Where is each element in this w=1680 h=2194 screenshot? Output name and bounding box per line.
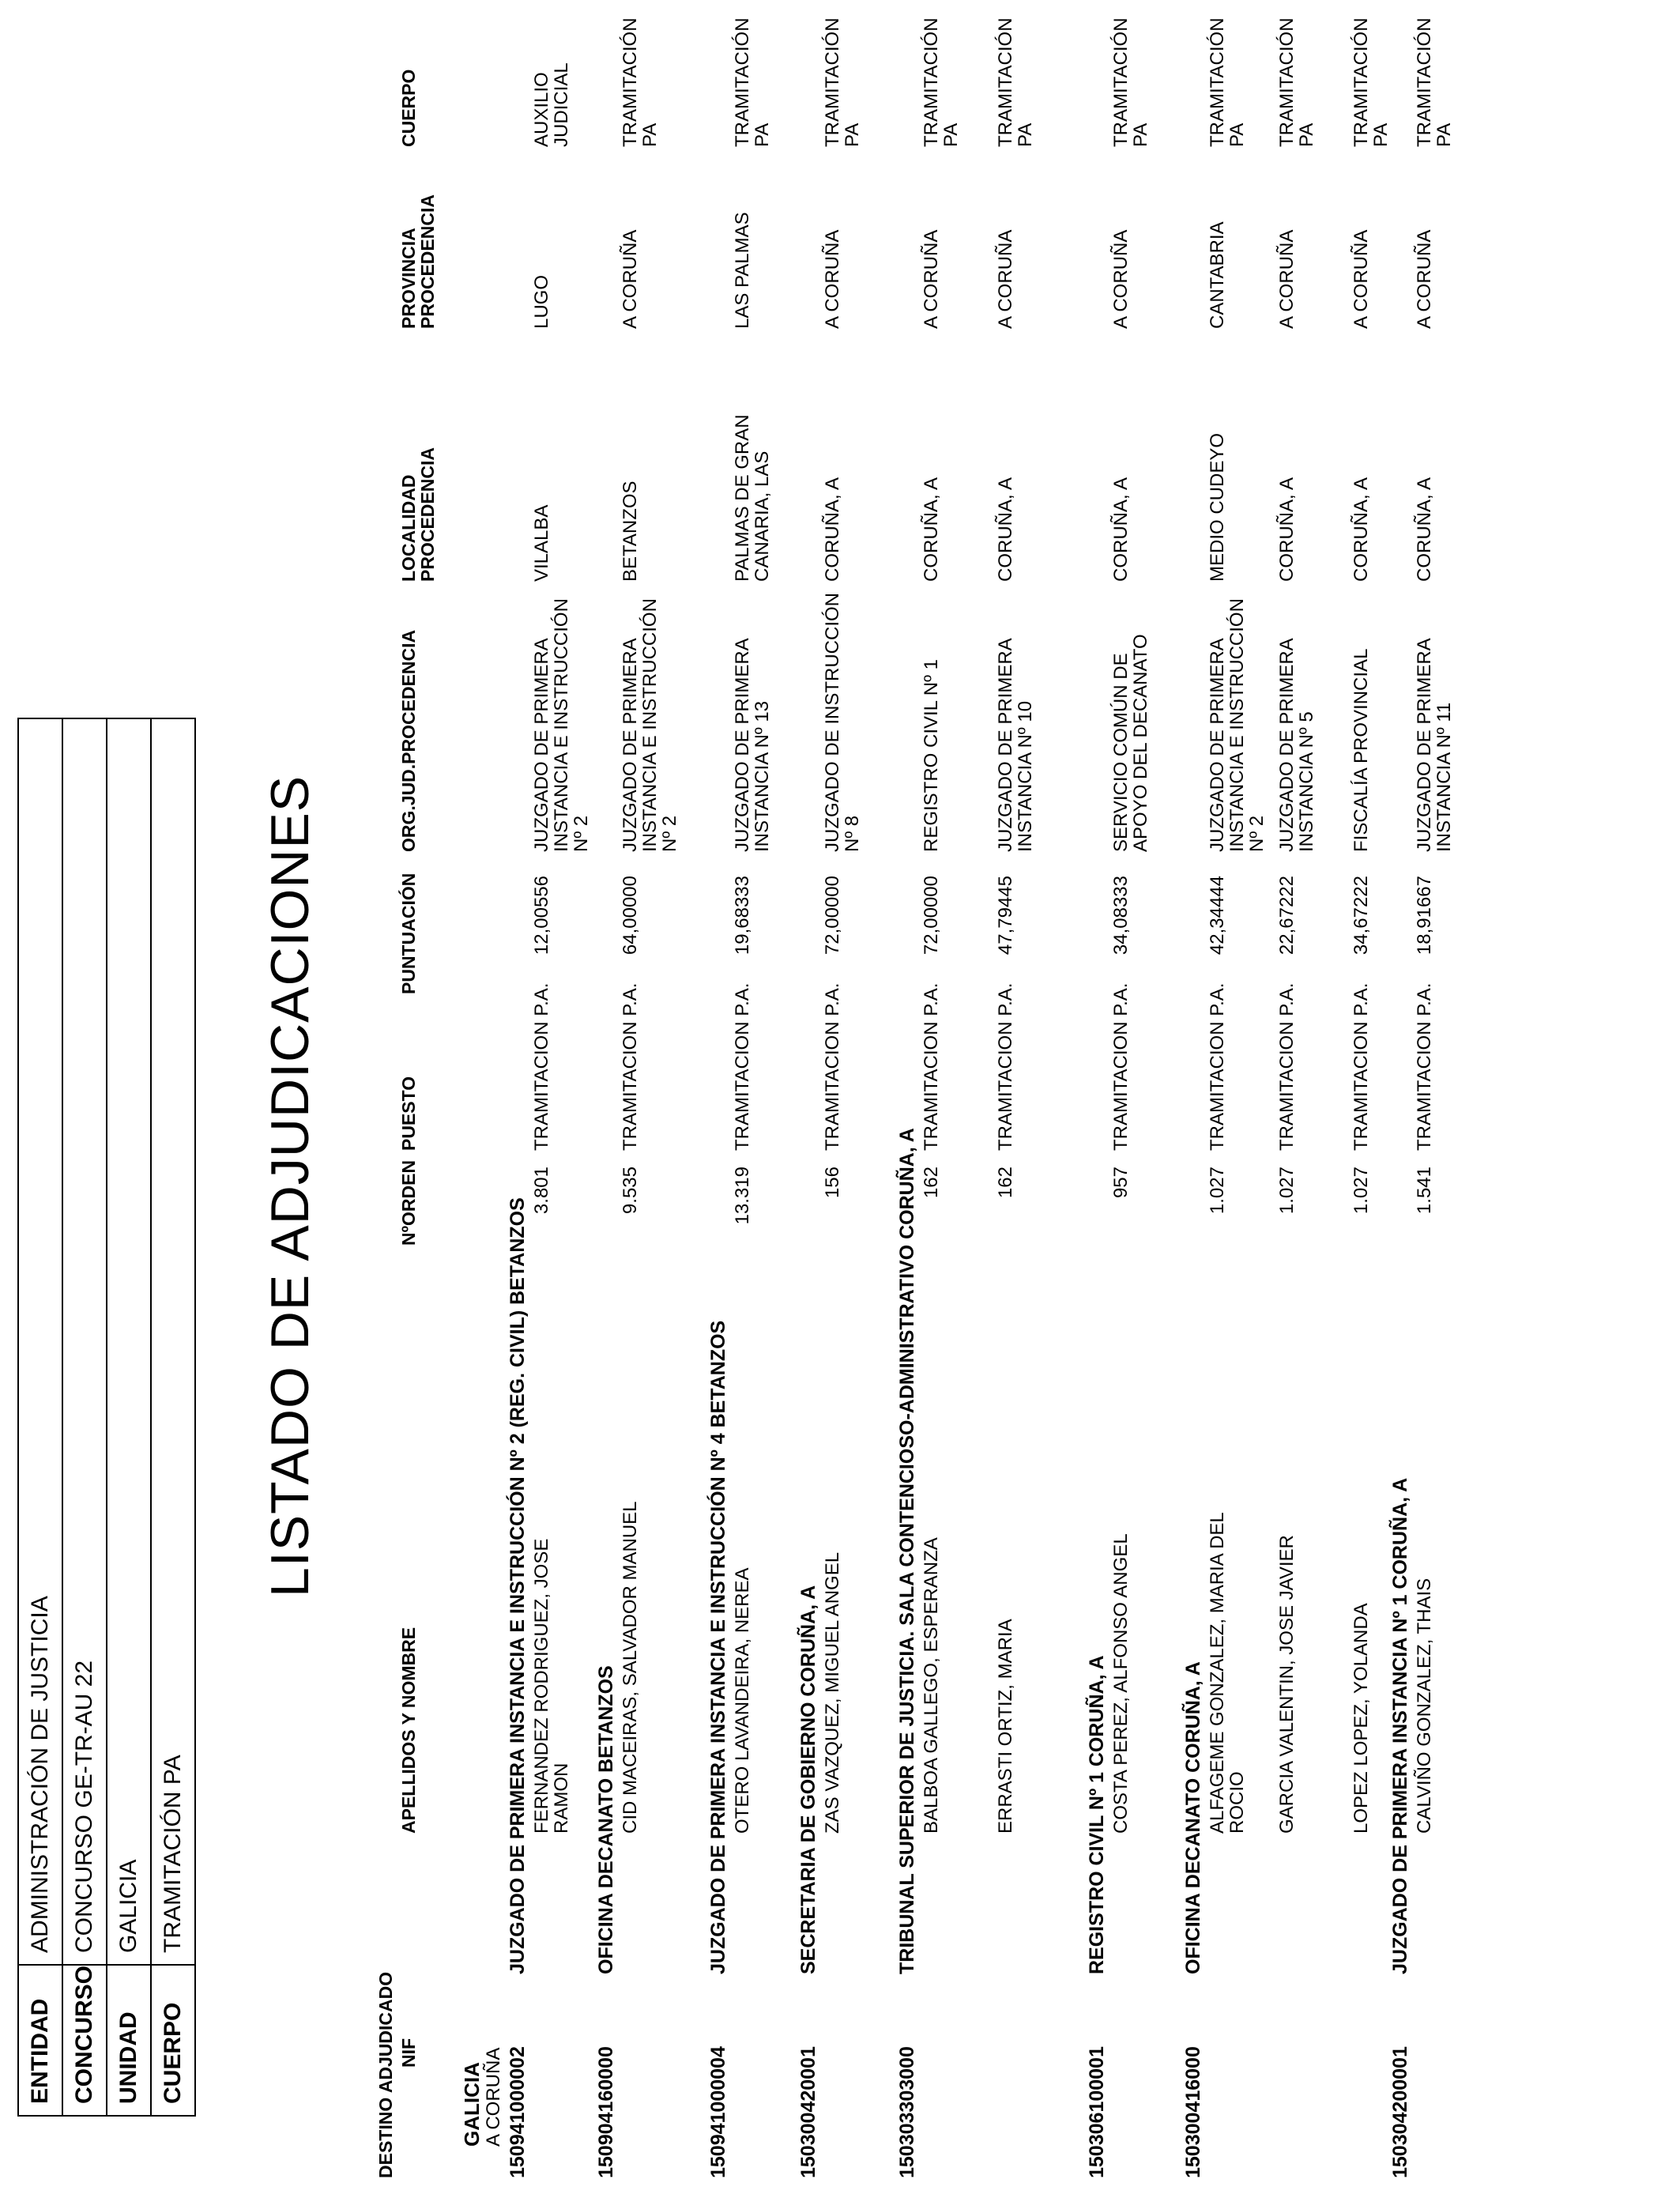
destino-code: 150941000004 bbox=[707, 2046, 729, 2178]
row-provincia: A CORUÑA bbox=[620, 229, 641, 329]
row-orden: 162 bbox=[921, 1167, 942, 1199]
row-nombre: BALBOA GALLEGO, ESPERANZA bbox=[921, 1537, 942, 1834]
header-puesto: PUESTO bbox=[398, 1076, 419, 1151]
row-puesto: TRAMITACION P.A. bbox=[1110, 982, 1132, 1151]
info-value: GALICIA bbox=[107, 718, 151, 1965]
row-orden: 1.027 bbox=[1207, 1167, 1228, 1215]
row-org: FISCALÍA PROVINCIAL bbox=[1350, 648, 1372, 852]
row-localidad: CORUÑA, A bbox=[1110, 477, 1132, 582]
destino-code: 150904160000 bbox=[595, 2046, 617, 2178]
row-puesto: TRAMITACION P.A. bbox=[1350, 982, 1372, 1151]
row-puesto: TRAMITACION P.A. bbox=[531, 982, 552, 1151]
row-localidad: CORUÑA, A bbox=[822, 477, 843, 582]
row-orden: 1.027 bbox=[1350, 1167, 1372, 1215]
row-orden: 162 bbox=[995, 1167, 1016, 1199]
info-key: UNIDAD bbox=[107, 1965, 151, 2116]
row-provincia: A CORUÑA bbox=[995, 229, 1016, 329]
row-nombre: GARCIA VALENTIN, JOSE JAVIER bbox=[1276, 1535, 1298, 1834]
row-orden: 957 bbox=[1110, 1167, 1132, 1199]
row-provincia: A CORUÑA bbox=[921, 229, 942, 329]
destino-code: 150303303000 bbox=[896, 2046, 918, 2178]
header-org: ORG.JUD.PROCEDENCIA bbox=[398, 629, 419, 852]
row-localidad: CORUÑA, A bbox=[921, 477, 942, 582]
destino-name: JUZGADO DE PRIMERA INSTANCIA E INSTRUCCIÓN Nº 2 (REG. CIVIL) BETANZOS bbox=[507, 1197, 529, 1974]
info-row bbox=[62, 718, 107, 2116]
destino-code: 150306100001 bbox=[1086, 2046, 1108, 2178]
row-localidad: BETANZOS bbox=[620, 481, 641, 582]
row-cuerpo: TRAMITACIÓN PA bbox=[1414, 17, 1455, 147]
row-org: JUZGADO DE PRIMERA INSTANCIA Nº 10 bbox=[995, 639, 1036, 852]
row-provincia: LUGO bbox=[531, 274, 552, 329]
row-cuerpo: TRAMITACIÓN PA bbox=[1276, 17, 1317, 147]
header-nombre: APELLIDOS Y NOMBRE bbox=[398, 1627, 419, 1834]
header-destino: DESTINO ADJUDICADO bbox=[375, 1971, 396, 2178]
row-org: JUZGADO DE PRIMERA INSTANCIA Nº 13 bbox=[732, 639, 773, 852]
info-key: ENTIDAD bbox=[18, 1965, 62, 2116]
destino-name: JUZGADO DE PRIMERA INSTANCIA E INSTRUCCIÓN Nº 4 BETANZOS bbox=[707, 1320, 729, 1974]
destino-name: OFICINA DECANATO BETANZOS bbox=[595, 1665, 617, 1974]
destino-name: SECRETARIA DE GOBIERNO CORUÑA, A bbox=[797, 1585, 819, 1974]
row-nombre: LOPEZ LOPEZ, YOLANDA bbox=[1350, 1603, 1372, 1834]
row-orden: 156 bbox=[822, 1167, 843, 1199]
destino-name: TRIBUNAL SUPERIOR DE JUSTICIA. SALA CONTENCIOSO-ADMINISTRATIVO CORUÑA, A bbox=[896, 1128, 918, 1974]
info-row bbox=[151, 718, 195, 2116]
info-key: CUERPO bbox=[151, 1965, 195, 2116]
row-orden: 9.535 bbox=[620, 1167, 641, 1215]
row-localidad: CORUÑA, A bbox=[1414, 477, 1435, 582]
row-org: REGISTRO CIVIL Nº 1 bbox=[921, 659, 942, 852]
info-row bbox=[107, 718, 151, 2116]
row-puntuacion: 22,67222 bbox=[1276, 876, 1298, 956]
row-localidad: CORUÑA, A bbox=[995, 477, 1016, 582]
row-nombre: COSTA PEREZ, ALFONSO ANGEL bbox=[1110, 1533, 1132, 1834]
row-puesto: TRAMITACION P.A. bbox=[1414, 982, 1435, 1151]
row-puntuacion: 64,00000 bbox=[620, 876, 641, 956]
row-cuerpo: TRAMITACIÓN PA bbox=[620, 17, 661, 147]
row-cuerpo: TRAMITACIÓN PA bbox=[732, 17, 773, 147]
header-puntuacion: PUNTUACIÓN bbox=[398, 873, 419, 994]
row-orden: 1.027 bbox=[1276, 1167, 1298, 1215]
row-puntuacion: 12,00556 bbox=[531, 876, 552, 956]
header-orden: NºORDEN bbox=[398, 1159, 419, 1246]
row-org: JUZGADO DE PRIMERA INSTANCIA Nº 5 bbox=[1276, 639, 1317, 852]
row-nombre: ERRASTI ORTIZ, MARIA bbox=[995, 1619, 1016, 1834]
region-label: GALICIA bbox=[460, 2062, 484, 2147]
page-title: LISTADO DE ADJUDICACIONES bbox=[260, 775, 320, 1597]
header-cuerpo: CUERPO bbox=[398, 69, 419, 147]
row-orden: 13.319 bbox=[732, 1167, 753, 1225]
province-label: A CORUÑA bbox=[483, 2047, 504, 2147]
row-org: JUZGADO DE PRIMERA INSTANCIA Nº 11 bbox=[1414, 639, 1455, 852]
row-puntuacion: 34,67222 bbox=[1350, 876, 1372, 956]
destino-code: 150300420001 bbox=[797, 2046, 819, 2178]
row-provincia: A CORUÑA bbox=[822, 229, 843, 329]
row-puesto: TRAMITACION P.A. bbox=[620, 982, 641, 1151]
row-cuerpo: TRAMITACIÓN PA bbox=[822, 17, 863, 147]
row-puesto: TRAMITACION P.A. bbox=[1276, 982, 1298, 1151]
row-org: SERVICIO COMÚN DE APOYO DEL DECANATO bbox=[1110, 634, 1151, 852]
row-puntuacion: 19,68333 bbox=[732, 876, 753, 956]
row-puesto: TRAMITACION P.A. bbox=[995, 982, 1016, 1151]
row-puesto: TRAMITACION P.A. bbox=[822, 982, 843, 1151]
row-puesto: TRAMITACION P.A. bbox=[732, 982, 753, 1151]
row-puntuacion: 72,00000 bbox=[822, 876, 843, 956]
row-puesto: TRAMITACION P.A. bbox=[921, 982, 942, 1151]
destino-code: 150941000002 bbox=[507, 2046, 529, 2178]
row-nombre: CID MACEIRAS, SALVADOR MANUEL bbox=[620, 1501, 641, 1834]
destino-name: REGISTRO CIVIL Nº 1 CORUÑA, A bbox=[1086, 1655, 1108, 1974]
row-provincia: LAS PALMAS bbox=[732, 212, 753, 329]
row-puntuacion: 18,91667 bbox=[1414, 876, 1435, 956]
info-row bbox=[18, 718, 62, 2116]
row-cuerpo: TRAMITACIÓN PA bbox=[1207, 17, 1248, 147]
row-localidad: CORUÑA, A bbox=[1276, 477, 1298, 582]
row-puntuacion: 42,34444 bbox=[1207, 876, 1228, 956]
row-nombre: CALVIÑO GONZALEZ, THAIS bbox=[1414, 1578, 1435, 1834]
row-nombre: ALFAGEME GONZALEZ, MARIA DEL ROCIO bbox=[1207, 1513, 1248, 1834]
row-localidad: PALMAS DE GRAN CANARIA, LAS bbox=[732, 414, 773, 582]
header-localidad: LOCALIDAD PROCEDENCIA bbox=[398, 447, 438, 582]
row-puntuacion: 34,08333 bbox=[1110, 876, 1132, 956]
row-org: JUZGADO DE PRIMERA INSTANCIA E INSTRUCCIÓN Nº 2 bbox=[620, 598, 680, 852]
row-cuerpo: TRAMITACIÓN PA bbox=[1350, 17, 1392, 147]
row-provincia: A CORUÑA bbox=[1276, 229, 1298, 329]
row-provincia: CANTABRIA bbox=[1207, 221, 1228, 329]
row-nombre: OTERO LAVANDEIRA, NEREA bbox=[732, 1567, 753, 1834]
header-nif: NIF bbox=[398, 2038, 419, 2068]
row-localidad: MEDIO CUDEYO bbox=[1207, 432, 1228, 582]
info-key: CONCURSO bbox=[62, 1965, 107, 2116]
info-body bbox=[18, 718, 195, 2116]
info-value: TRAMITACIÓN PA bbox=[151, 718, 195, 1965]
row-org: JUZGADO DE PRIMERA INSTANCIA E INSTRUCCIÓN Nº 2 bbox=[1207, 598, 1268, 852]
row-cuerpo: TRAMITACIÓN PA bbox=[995, 17, 1036, 147]
destino-code: 150300416000 bbox=[1182, 2046, 1204, 2178]
row-org: JUZGADO DE INSTRUCCIÓN Nº 8 bbox=[822, 592, 863, 852]
row-puntuacion: 72,00000 bbox=[921, 876, 942, 956]
info-value: CONCURSO GE-TR-AU 22 bbox=[62, 718, 107, 1965]
row-localidad: CORUÑA, A bbox=[1350, 477, 1372, 582]
row-orden: 3.801 bbox=[531, 1167, 552, 1215]
row-provincia: A CORUÑA bbox=[1350, 229, 1372, 329]
info-value: ADMINISTRACIÓN DE JUSTICIA bbox=[18, 718, 62, 1965]
row-org: JUZGADO DE PRIMERA INSTANCIA E INSTRUCCIÓN Nº 2 bbox=[531, 598, 592, 852]
destino-code: 150304200001 bbox=[1389, 2046, 1411, 2178]
row-cuerpo: TRAMITACIÓN PA bbox=[1110, 17, 1151, 147]
row-nombre: FERNANDEZ RODRIGUEZ, JOSE RAMON bbox=[531, 1538, 572, 1834]
destino-name: OFICINA DECANATO CORUÑA, A bbox=[1182, 1661, 1204, 1974]
row-localidad: VILALBA bbox=[531, 504, 552, 582]
row-cuerpo: AUXILIO JUDICIAL bbox=[531, 62, 572, 147]
info-box bbox=[17, 718, 196, 2117]
row-orden: 1.541 bbox=[1414, 1167, 1435, 1215]
header-provincia: PROVINCIA PROCEDENCIA bbox=[398, 194, 438, 329]
row-provincia: A CORUÑA bbox=[1110, 229, 1132, 329]
row-puesto: TRAMITACION P.A. bbox=[1207, 982, 1228, 1151]
row-puntuacion: 47,79445 bbox=[995, 876, 1016, 956]
row-nombre: ZAS VAZQUEZ, MIGUEL ANGEL bbox=[822, 1551, 843, 1834]
row-provincia: A CORUÑA bbox=[1414, 229, 1435, 329]
row-cuerpo: TRAMITACIÓN PA bbox=[921, 17, 962, 147]
destino-name: JUZGADO DE PRIMERA INSTANCIA Nº 1 CORUÑA, A bbox=[1389, 1477, 1411, 1974]
